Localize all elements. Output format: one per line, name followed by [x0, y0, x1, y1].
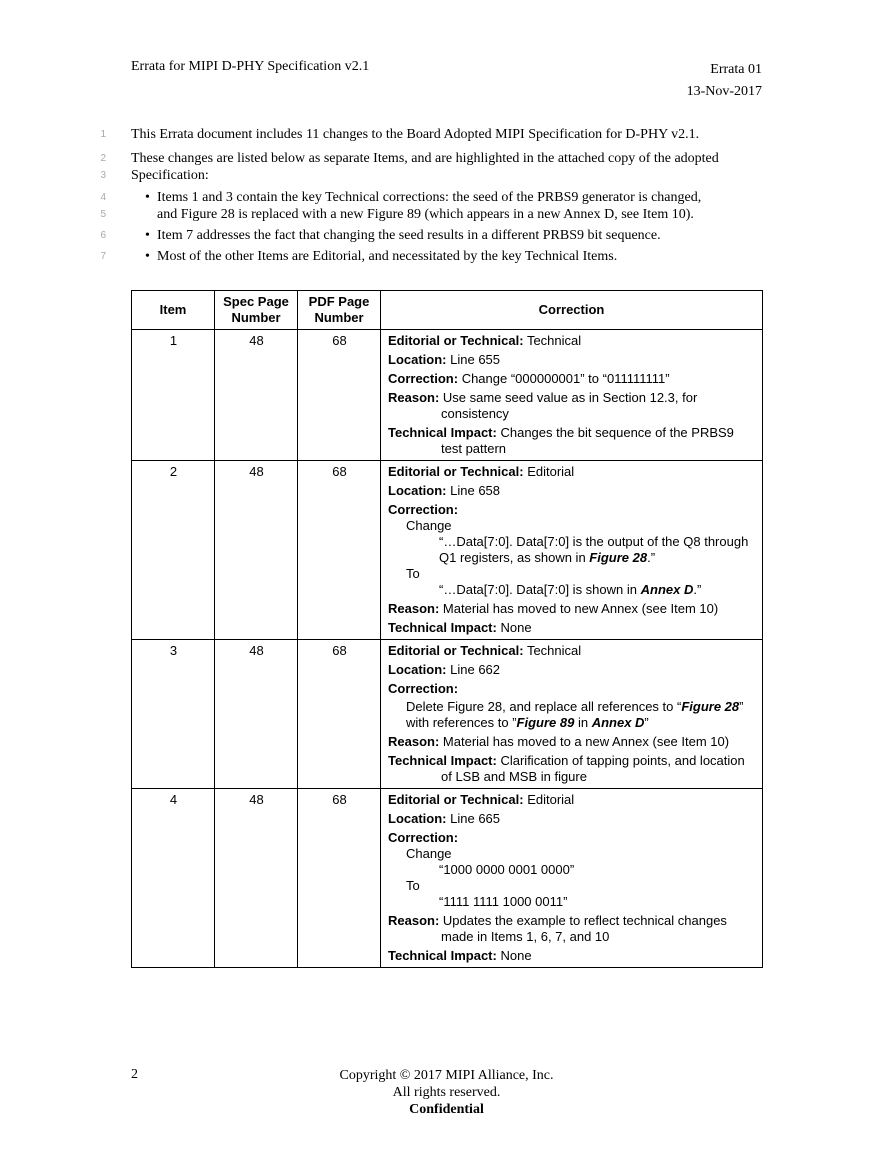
item-number: 4: [132, 789, 215, 968]
field-label: Correction:: [388, 830, 459, 845]
field-label: Reason:: [388, 913, 440, 928]
type-value: Technical: [526, 333, 582, 348]
field-label: Technical Impact:: [388, 620, 497, 635]
table-row: [132, 330, 763, 461]
annex-reference: Annex D: [640, 582, 694, 597]
correction-cell: [381, 461, 763, 640]
correction-field: [388, 681, 756, 731]
impact-field: [388, 948, 756, 964]
intro-paragraph-2-line-2: Specification:: [131, 168, 209, 183]
field-label: Technical Impact:: [388, 425, 497, 440]
header-right: [687, 59, 762, 103]
location-field: [388, 811, 756, 827]
column-header-pdf-page: PDF Page Number: [298, 291, 381, 330]
correction-field: [388, 830, 756, 910]
correction-value: Change “000000001” to “011111111”: [461, 371, 670, 386]
type-field: [388, 333, 756, 349]
to-label: To: [406, 566, 420, 581]
table-row: [132, 789, 763, 968]
field-label: Correction:: [388, 502, 459, 517]
line-number: 4: [100, 192, 106, 203]
line-number: 5: [100, 209, 106, 220]
field-label: Technical Impact:: [388, 948, 497, 963]
location-field: [388, 662, 756, 678]
field-label: Location:: [388, 483, 447, 498]
field-label: Location:: [388, 662, 447, 677]
rights-text: All rights reserved.: [392, 1085, 501, 1100]
correction-cell: [381, 789, 763, 968]
reason-value: Use same seed value as in Section 12.3, for consistency: [441, 390, 698, 421]
type-value: Editorial: [527, 464, 575, 479]
correction-cell: [381, 330, 763, 461]
type-value: Technical: [526, 643, 582, 658]
item-number: 1: [132, 330, 215, 461]
bullet-text: Most of the other Items are Editorial, and necessitated by the key Technical Items.: [157, 249, 618, 264]
intro-paragraph-1: This Errata document includes 11 changes to the Board Adopted MIPI Specification for D-PHY v2.1.: [131, 127, 700, 142]
spec-page-number: 48: [215, 789, 298, 968]
column-header-item: Item: [132, 291, 215, 330]
errata-number: Errata 01: [710, 62, 762, 77]
confidential-label: Confidential: [409, 1102, 484, 1117]
bullet-text: Items 1 and 3 contain the key Technical corrections: the seed of the PRBS9 generator is changed,: [157, 190, 702, 205]
change-to-text: “1111 1111 1000 0011”: [439, 894, 568, 909]
bullet-icon: •: [145, 228, 150, 243]
location-value: Line 655: [450, 352, 501, 367]
field-label: Correction:: [388, 681, 459, 696]
figure-reference: Figure 89: [516, 715, 575, 730]
correction-cell: [381, 640, 763, 789]
spec-page-number: 48: [215, 640, 298, 789]
field-label: Editorial or Technical:: [388, 643, 524, 658]
field-label: Location:: [388, 352, 447, 367]
change-label: Change: [406, 846, 452, 861]
location-value: Line 662: [450, 662, 501, 677]
intro-paragraph-2-line-1: These changes are listed below as separate Items, and are highlighted in the attached copy of the adopted: [131, 151, 719, 166]
location-value: Line 658: [450, 483, 501, 498]
type-field: [388, 464, 756, 480]
bullet-icon: •: [145, 249, 150, 264]
bullet-text: and Figure 28 is replaced with a new Figure 89 (which appears in a new Annex D, see Item 10).: [157, 207, 694, 222]
type-field: [388, 643, 756, 659]
errata-date: 13-Nov-2017: [686, 84, 762, 99]
line-number: 7: [100, 251, 106, 262]
header-title: Errata for MIPI D-PHY Specification v2.1: [131, 59, 370, 74]
pdf-page-number: 68: [298, 461, 381, 640]
table-row: [132, 461, 763, 640]
impact-field: [388, 753, 756, 785]
field-label: Correction:: [388, 371, 459, 386]
table-row: [132, 640, 763, 789]
type-field: [388, 792, 756, 808]
impact-value: None: [500, 948, 532, 963]
field-label: Editorial or Technical:: [388, 464, 524, 479]
change-to-text: “…Data[7:0]. Data[7:0] is shown in Annex D.”: [439, 582, 702, 597]
change-from-text: “1000 0000 0001 0000”: [439, 862, 575, 877]
line-number: 2: [100, 153, 106, 164]
line-number: 6: [100, 230, 106, 241]
field-label: Reason:: [388, 601, 440, 616]
field-label: Technical Impact:: [388, 753, 497, 768]
reason-field: [388, 601, 756, 617]
column-header-correction: Correction: [381, 291, 763, 330]
field-label: Location:: [388, 811, 447, 826]
correction-field: [388, 502, 756, 598]
page-number: 2: [131, 1067, 138, 1082]
figure-reference: Figure 28: [589, 550, 648, 565]
impact-field: [388, 425, 756, 457]
impact-field: [388, 620, 756, 636]
bullet-text: Item 7 addresses the fact that changing the seed results in a different PRBS9 bit sequence.: [157, 228, 661, 243]
line-number: 3: [100, 170, 106, 181]
pdf-page-number: 68: [298, 640, 381, 789]
reason-value: Material has moved to a new Annex (see Item 10): [442, 734, 730, 749]
change-label: Change: [406, 518, 452, 533]
intro-paragraph-2: [131, 150, 761, 167]
change-from-text: “…Data[7:0]. Data[7:0] is the output of the Q8 through Q1 registers, as shown in Figure 28.”: [439, 534, 749, 565]
correction-text: Delete Figure 28, and replace all references to “Figure 28” with references to ”Figure 89 in Annex D”: [406, 699, 744, 730]
copyright-text: Copyright © 2017 MIPI Alliance, Inc.: [339, 1068, 554, 1083]
location-field: [388, 483, 756, 499]
bullet-icon: •: [145, 190, 150, 205]
item-number: 2: [132, 461, 215, 640]
reason-value: Updates the example to reflect technical changes made in Items 1, 6, 7, and 10: [441, 913, 727, 944]
errata-table: [131, 290, 763, 968]
correction-field: [388, 371, 756, 387]
pdf-page-number: 68: [298, 330, 381, 461]
annex-reference: Annex D: [591, 715, 645, 730]
reason-field: [388, 390, 756, 422]
table-header-row: [132, 291, 763, 330]
field-label: Reason:: [388, 390, 440, 405]
reason-field: [388, 734, 756, 750]
impact-value: None: [500, 620, 532, 635]
location-field: [388, 352, 756, 368]
impact-value: Changes the bit sequence of the PRBS9 test pattern: [441, 425, 734, 456]
impact-value: Clarification of tapping points, and location of LSB and MSB in figure: [441, 753, 745, 784]
line-number: 1: [100, 129, 106, 140]
pdf-page-number: 68: [298, 789, 381, 968]
to-label: To: [406, 878, 420, 893]
field-label: Editorial or Technical:: [388, 333, 524, 348]
figure-reference: Figure 28: [681, 699, 740, 714]
footer: [0, 1067, 893, 1118]
type-value: Editorial: [527, 792, 575, 807]
item-number: 3: [132, 640, 215, 789]
column-header-spec-page: Spec Page Number: [215, 291, 298, 330]
field-label: Reason:: [388, 734, 440, 749]
field-label: Editorial or Technical:: [388, 792, 524, 807]
location-value: Line 665: [450, 811, 501, 826]
reason-value: Material has moved to new Annex (see Item 10): [442, 601, 719, 616]
spec-page-number: 48: [215, 461, 298, 640]
reason-field: [388, 913, 756, 945]
spec-page-number: 48: [215, 330, 298, 461]
